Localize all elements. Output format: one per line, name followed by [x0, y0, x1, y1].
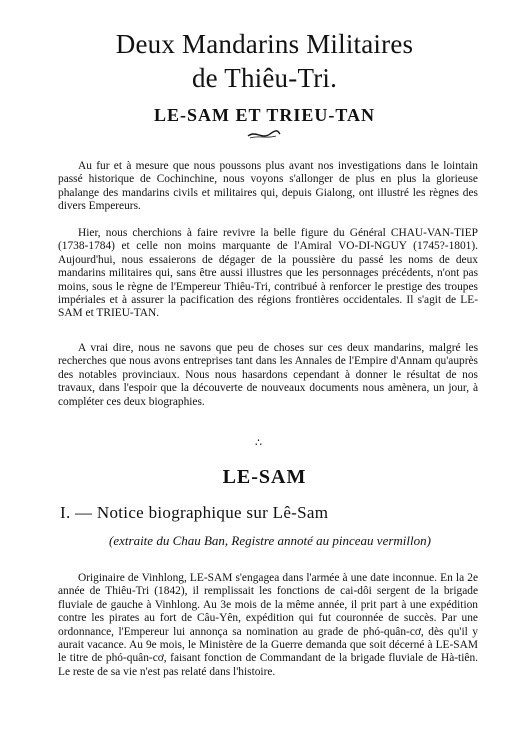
intro-paragraph-3: A vrai dire, nous ne savons que peu de choses sur ces deux mandarins, malgré les recherches que nous avons entreprises tant dans les Annales de l'Empire d'Annam qu'auprès des notables provinciaux. Nous nous hasardons cependant à donner le résultat de nos travaux, dans l'espoir que la découverte de nouveaux documents nous amènera, un jour, à compléter ces deux biographies. — [58, 342, 478, 408]
intro-paragraph-2: Hier, nous cherchions à faire revivre la belle figure du Général CHAU-VAN-TIEP (1738-1784) et celle non moins marquante de l'Amiral VO-DI-NGUY (1745?-1801). Aujourd'hui, nous essaierons de dégager de la poussière du passé les noms de deux mandarins militaires qui, sans être aussi illustres que les personnages précédents, n'ont pas moins, sous le règne de l'Empereur Thiêu-Tri, contribué à renforcer le prestige des troupes impériales et à assurer la pacification des régions frontières occidentales. Il s'agit de LE-SAM et TRIEU-TAN. — [58, 227, 478, 320]
flourish-ornament-icon — [246, 128, 282, 140]
article-title-line2: de Thiêu-Tri. — [191, 63, 338, 93]
article-title-line1: Deux Mandarins Militaires — [115, 29, 414, 59]
notice-subtitle: (extraite du Chau Ban, Registre annoté au pinceau vermillon) — [109, 533, 431, 548]
article-subtitle: LE-SAM ET TRIEU-TAN — [153, 105, 376, 125]
biography-paragraph: Originaire de Vinhlong, LE-SAM s'engagea dans l'armée à une date inconnue. En la 2e année de Thiêu-Tri (1842), il remplissait les fonctions de cai-dôi sergent de la brigade fluviale de gauche à Vinhlong. Au 3e mois de la même année, il prit part à une expédition contre les pirates au fort de Câu-Yên, expédition qui fut couronnée de succès. Par une ordonnance, l'Empereur lui annonça sa nomination au grade de phó-quân-cơ, dès qu'il y aurait vacance. Au 9e mois, le Ministère de la Guerre demanda que soit décerné à LE-SAM le titre de phó-quân-cơ, faisant fonction de Commandant de la brigade fluviale de Hà-tiên. Le reste de sa vie n'est pas relaté dans l'histoire. — [58, 572, 478, 678]
section-separator: ∴ — [255, 437, 264, 449]
intro-paragraph-1: Au fur et à mesure que nous poussons plus avant nos investigations dans le lointain passé historique de Cochinchine, nous voyons s'allonger de plus en plus la glorieuse phalange des mandarins civils et militaires qui, depuis Gialong, ont illustré les règnes des divers Empereurs. — [58, 160, 478, 213]
notice-title: I. — Notice biographique sur Lê-Sam — [60, 503, 329, 522]
section-title: LE-SAM — [222, 466, 307, 488]
